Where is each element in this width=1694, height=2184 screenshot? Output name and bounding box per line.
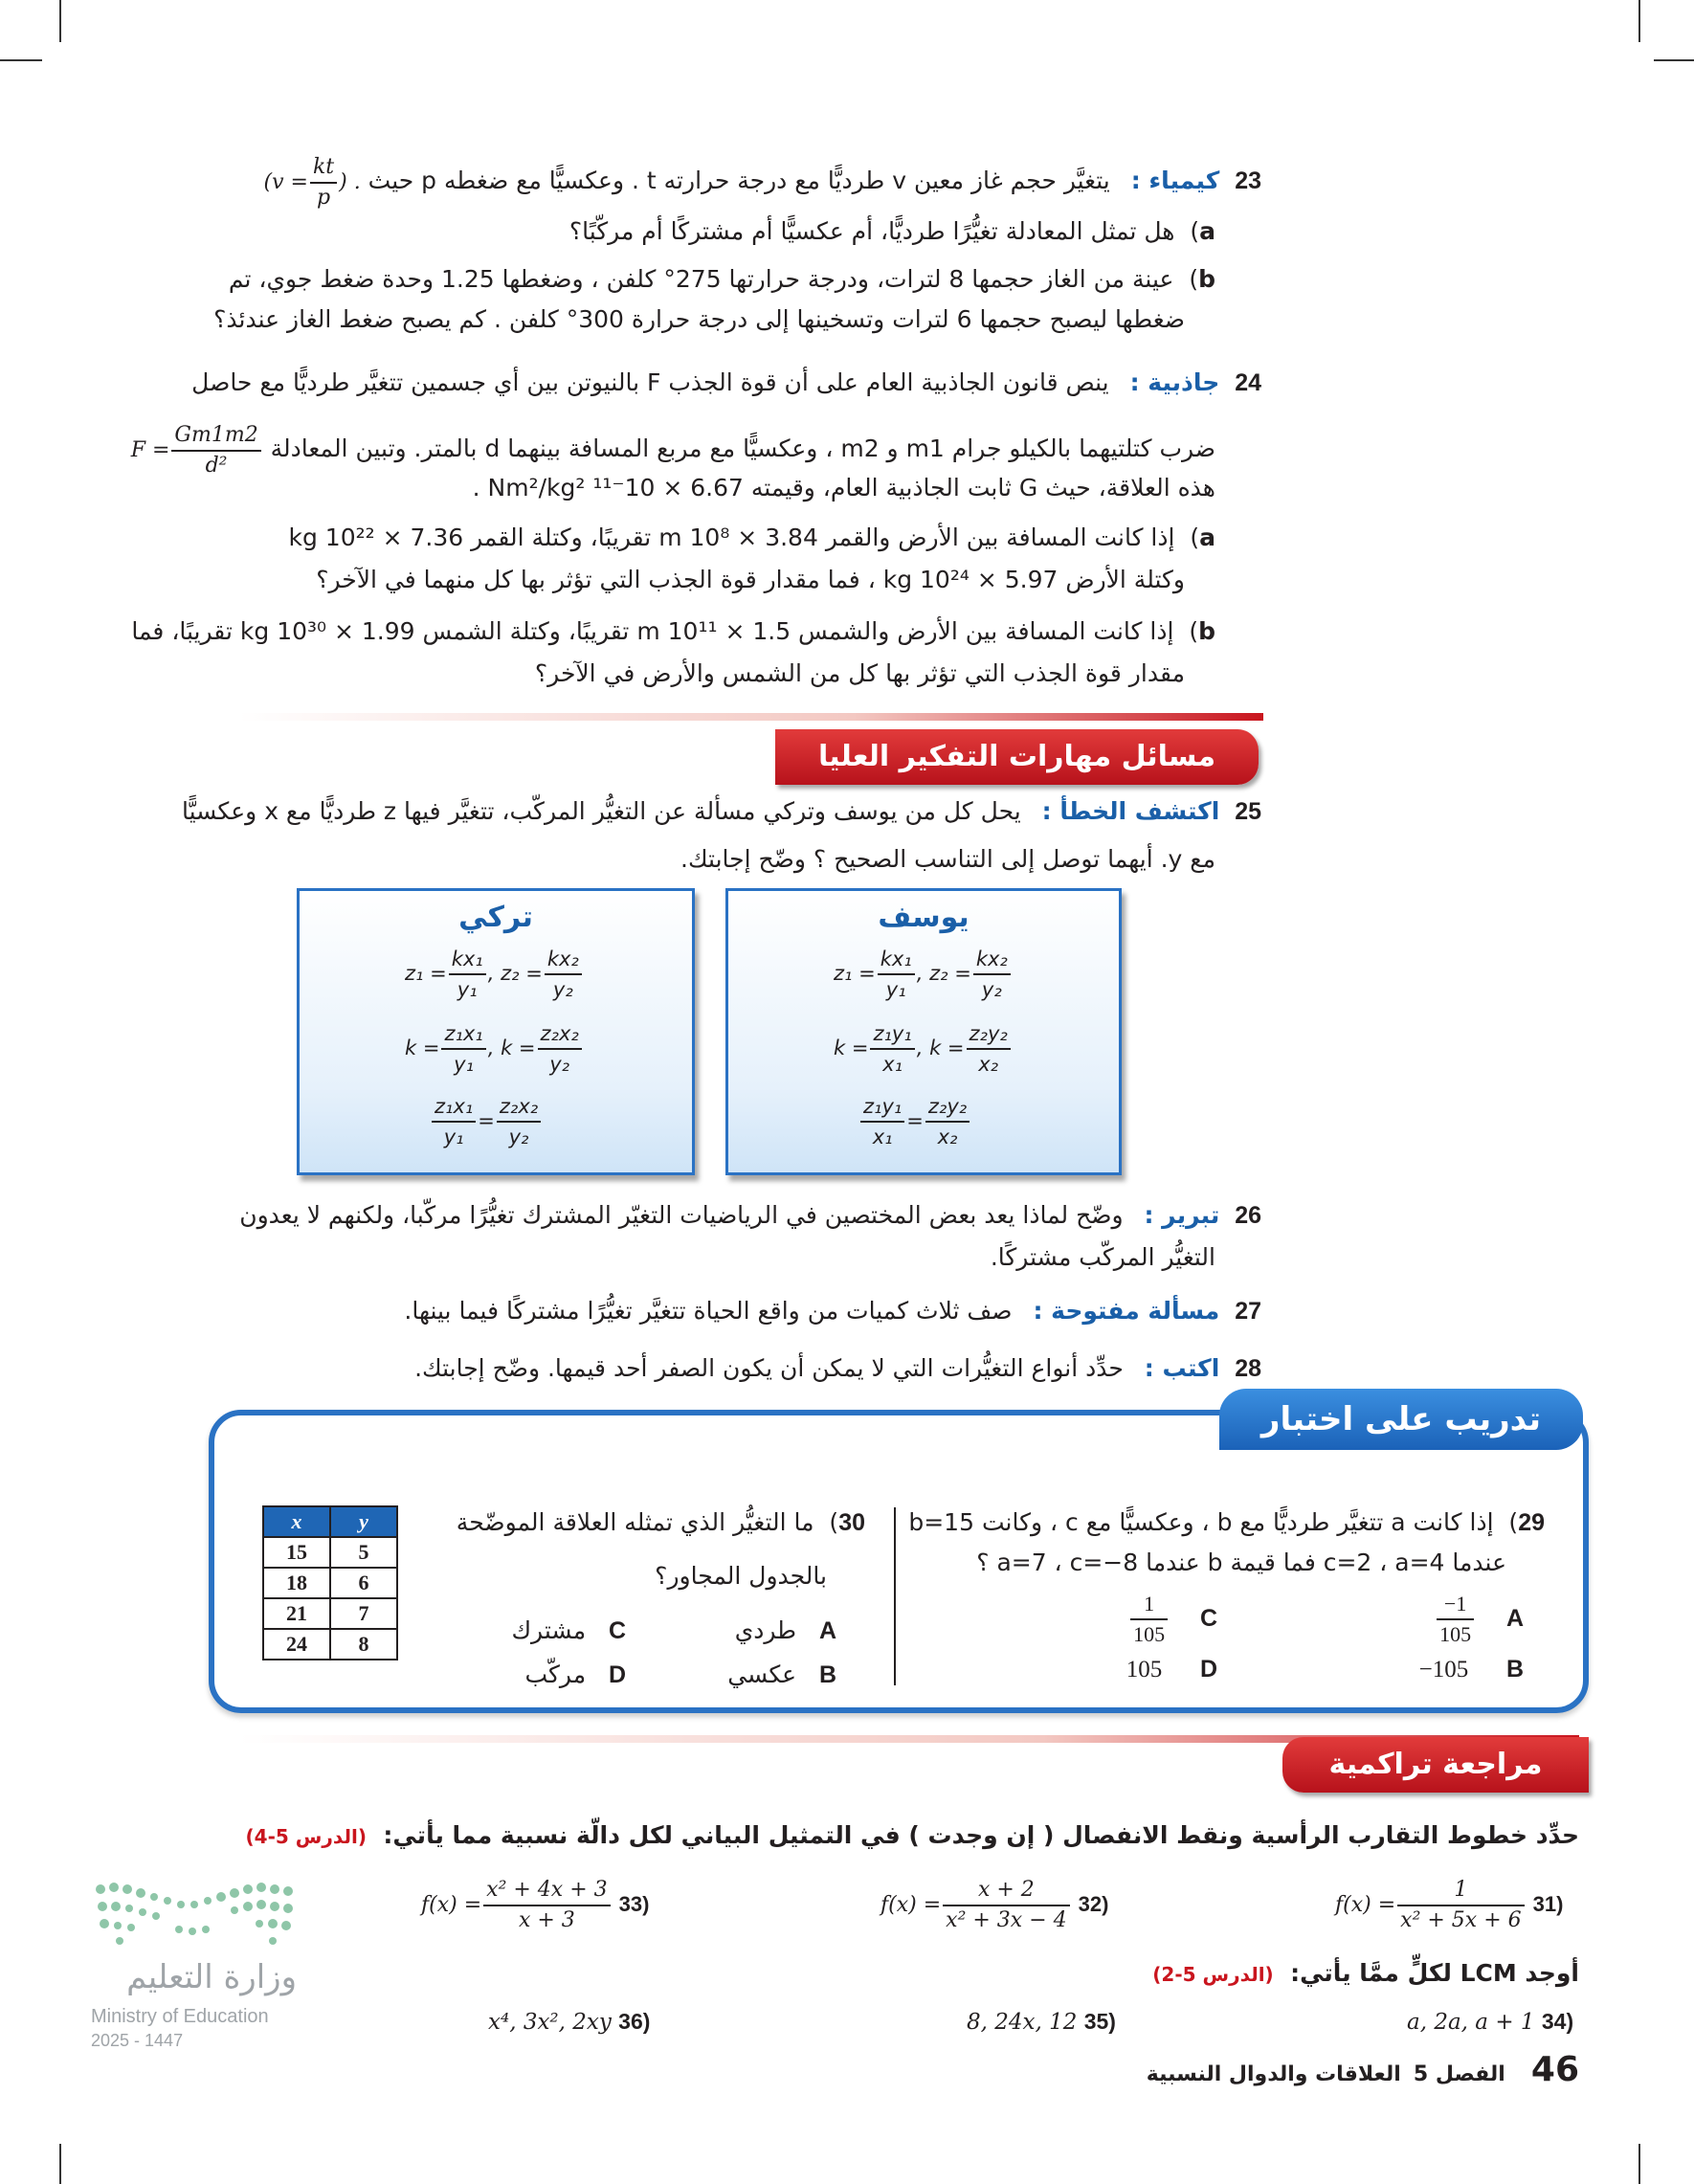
crop-mark <box>1654 59 1694 61</box>
formula: (v = $\frac{kt}{p}$ ) . <box>264 170 361 194</box>
crop-mark <box>59 2144 61 2184</box>
solution-turki <box>297 888 695 1175</box>
q30-line2: بالجدول المجاور؟ <box>655 1562 827 1590</box>
table-header: x <box>263 1506 330 1537</box>
solution-yousef <box>725 888 1122 1175</box>
test-practice-box <box>209 1400 1589 1713</box>
review-instruction-2: أوجد LCM لكلٍّ ممَّا يأتي: (الدرس 5-2) <box>1152 1959 1579 1987</box>
q23-part-b-line2: ضغطها ليصبح حجمها 6 لترات وتسخينها إلى درجة حرارة 300° كلفن . كم يصبح ضغط الغاز عندئذ؟ <box>213 305 1185 333</box>
option-C[interactable]: $\frac{1}{105}$ C <box>1128 1590 1217 1649</box>
table-header: y <box>330 1506 397 1537</box>
xy-table <box>262 1505 398 1660</box>
q24-line2: ضرب كتلتيهما بالكيلو جرام m1 و m2 ، وعكسيًّا مع مربع المسافة بينهما d بالمتر. وتبين المعادلة F = $\frac{Gm1m2}{\text{d²}}$ <box>163 421 1215 480</box>
question-23 <box>209 153 1261 212</box>
q24-part-b-line2: مقدار قوة الجذب التي تؤثر بها كل من الشمس والأرض في الآخر؟ <box>534 659 1185 687</box>
chapter-title: العلاقات والدوال النسبية <box>1146 2062 1401 2086</box>
review-item-36: x⁴, 3x², 2xy 36) <box>488 2009 651 2035</box>
crop-mark <box>0 59 42 61</box>
q25-line2: مع y. أيهما توصل إلى التناسب الصحيح ؟ وضّح إجابتك. <box>680 845 1215 873</box>
hots-banner: مسائل مهارات التفكير العليا <box>775 729 1259 785</box>
review-item-32: f(x) = $\frac{x + 2}{\text{x² + 3x − 4}}$ 32) <box>880 1876 1108 1935</box>
review-instruction-1: حدِّد خطوط التقارب الرأسية ونقط الانفصال ( إن وجدت ) في التمثيل البياني لكل دالّة نسبية مما يأتي: (الدرس 5-4) <box>245 1821 1579 1849</box>
q24-part-a: a) إذا كانت المسافة بين الأرض والقمر 3.84 × 10⁸ m تقريبًا، وكتلة القمر 7.36 × 10²² kg <box>288 524 1215 551</box>
q23-part-b: b) عينة من الغاز حجمها 8 لترات، ودرجة حرارتها 275° كلفن ، وضغطها 1.25 وحدة ضغط جوي، تم <box>228 265 1215 293</box>
question-29: 29) إذا كانت a تتغيَّر طرديًّا مع b ، وعكسيًّا مع c ، وكانت b=15 <box>908 1508 1545 1536</box>
page-footer <box>909 2050 1579 2089</box>
crop-mark <box>1638 2144 1640 2184</box>
question-24: 24 جاذبية : ينص قانون الجاذبية العام على أن قوة الجذب F بالنيوتن بين أي جسمين تتغيَّر طرديًّا مع حاصل <box>191 368 1261 396</box>
turki-row3: $\frac{\text{z₁x₁}}{\text{y₁}}$ = $\frac{\text{z₂x₂}}{\text{y₂}}$ <box>430 1092 543 1151</box>
solution-name: يوسف <box>878 901 970 934</box>
solution-name: تركي <box>458 901 533 934</box>
q24-line3: هذه العلاقة، حيث G ثابت الجاذبية العام، وقيمته 6.67 × 10⁻¹¹ Nm²/kg² . <box>472 474 1215 501</box>
q24-part-a-line2: وكتلة الأرض 5.97 × 10²⁴ kg ، فما مقدار قوة الجذب التي تؤثر بها كل منهما في الآخر؟ <box>316 566 1185 593</box>
yousef-row1: z₁ = $\frac{\text{kx₁}}{\text{y₁}}$ , z₂ = $\frac{\text{kx₂}}{\text{y₂}}$ <box>834 945 1013 1004</box>
q29-line2: عندما c=2 ، a=4 فما قيمة b عندما a=7 ، c=−8 ؟ <box>976 1549 1506 1576</box>
review-banner: مراجعة تراكمية <box>1282 1737 1589 1793</box>
option-A[interactable]: $\frac{-1}{105}$ A <box>1435 1590 1524 1649</box>
question-text: يتغيَّر حجم غاز معين v طرديًّا مع درجة حرارته t . وعكسيًّا مع ضغطه p حيث <box>368 167 1110 194</box>
question-25: 25 اكتشف الخطأ : يحل كل من يوسف وتركي مسألة عن التغيُّر المركّب، تتغيَّر فيها z طرديًّا مع x وعكسيًّا <box>181 797 1261 825</box>
review-item-31: f(x) = $\frac{1}{\text{x² + 5x + 6}}$ 31) <box>1335 1876 1563 1935</box>
table-row: 15 5 <box>263 1537 397 1568</box>
option-B[interactable]: −105 B <box>1418 1656 1524 1683</box>
q26-line2: التغيُّر المركّب مشتركًا. <box>990 1243 1215 1271</box>
table-row: 21 7 <box>263 1598 397 1629</box>
table-row: 18 6 <box>263 1568 397 1598</box>
ministry-logo <box>91 1876 311 2058</box>
option-B[interactable]: عكسي B <box>727 1660 836 1688</box>
turki-row2: k = $\frac{\text{z₁x₁}}{\text{y₁}}$ , k = $\frac{\text{z₂x₂}}{\text{y₂}}$ <box>405 1019 584 1079</box>
page-number: 46 <box>1530 2050 1579 2089</box>
review-item-34: a, 2a, a + 1 34) <box>1407 2009 1574 2035</box>
keyword: كيمياء : <box>1130 167 1220 194</box>
yousef-row2: k = $\frac{\text{z₁y₁}}{\text{x₁}}$ , k = $\frac{\text{z₂y₂}}{\text{x₂}}$ <box>834 1019 1013 1079</box>
question-26: 26 تبرير : وضّح لماذا يعد بعض المختصين في الرياضيات التغيّر المشترك تغيُّرًا مركّبا، ولكنهم لا يعدون <box>239 1201 1261 1229</box>
review-item-35: 8, 24x, 12 35) <box>967 2009 1116 2035</box>
chapter-label: الفصل 5 <box>1413 2062 1505 2086</box>
crop-mark <box>1638 0 1640 42</box>
question-27: 27 مسألة مفتوحة : صف ثلاث كميات من واقع الحياة تتغيَّر تغيُّرًا مشتركًا فيما بينها. <box>404 1297 1261 1325</box>
review-item-33: f(x) = $\frac{\text{x² + 4x + 3}}{x + 3}$ 33) <box>421 1876 649 1935</box>
question-30: 30) ما التغيُّر الذي تمثله العلاقة الموضّحة <box>456 1508 865 1536</box>
question-number: 23 <box>1235 167 1261 194</box>
ministry-year: 2025 - 1447 <box>91 2031 184 2050</box>
logo-dots-icon <box>91 1876 301 1952</box>
option-D[interactable]: 105 D <box>1126 1656 1217 1683</box>
option-D[interactable]: مركّب D <box>524 1660 626 1688</box>
option-C[interactable]: مشترك C <box>511 1616 626 1644</box>
column-divider <box>894 1507 896 1685</box>
ministry-name-ar: وزارة التعليم <box>126 1958 297 1996</box>
turki-row1: z₁ = $\frac{\text{kx₁}}{\text{y₁}}$ , z₂ = $\frac{\text{kx₂}}{\text{y₂}}$ <box>405 945 584 1004</box>
q24-part-b: b) إذا كانت المسافة بين الأرض والشمس 1.5 × 10¹¹ m تقريبًا، وكتلة الشمس 1.99 × 10³⁰ kg تقريبًا، فما <box>131 617 1215 645</box>
crop-mark <box>59 0 61 42</box>
option-A[interactable]: طردي A <box>734 1616 836 1644</box>
question-28: 28 اكتب : حدِّد أنواع التغيُّرات التي لا يمكن أن يكون الصفر أحد قيمها. وضّح إجابتك. <box>414 1354 1261 1382</box>
gravity-formula: F = $\frac{Gm1m2}{\text{d²}}$ <box>131 438 263 462</box>
ministry-name-en: Ministry of Education <box>91 2006 269 2027</box>
hots-stripe <box>239 713 1263 721</box>
q23-part-a: a) هل تمثل المعادلة تغيُّرًا طرديًّا، أم عكسيًّا أم مشتركًا أم مركّبًا؟ <box>568 217 1215 245</box>
yousef-row3: $\frac{\text{z₁y₁}}{\text{x₁}}$ = $\frac{\text{z₂y₂}}{\text{x₂}}$ <box>858 1092 971 1151</box>
table-row: 24 8 <box>263 1629 397 1660</box>
test-banner: تدريب على اختبار <box>1219 1389 1583 1450</box>
